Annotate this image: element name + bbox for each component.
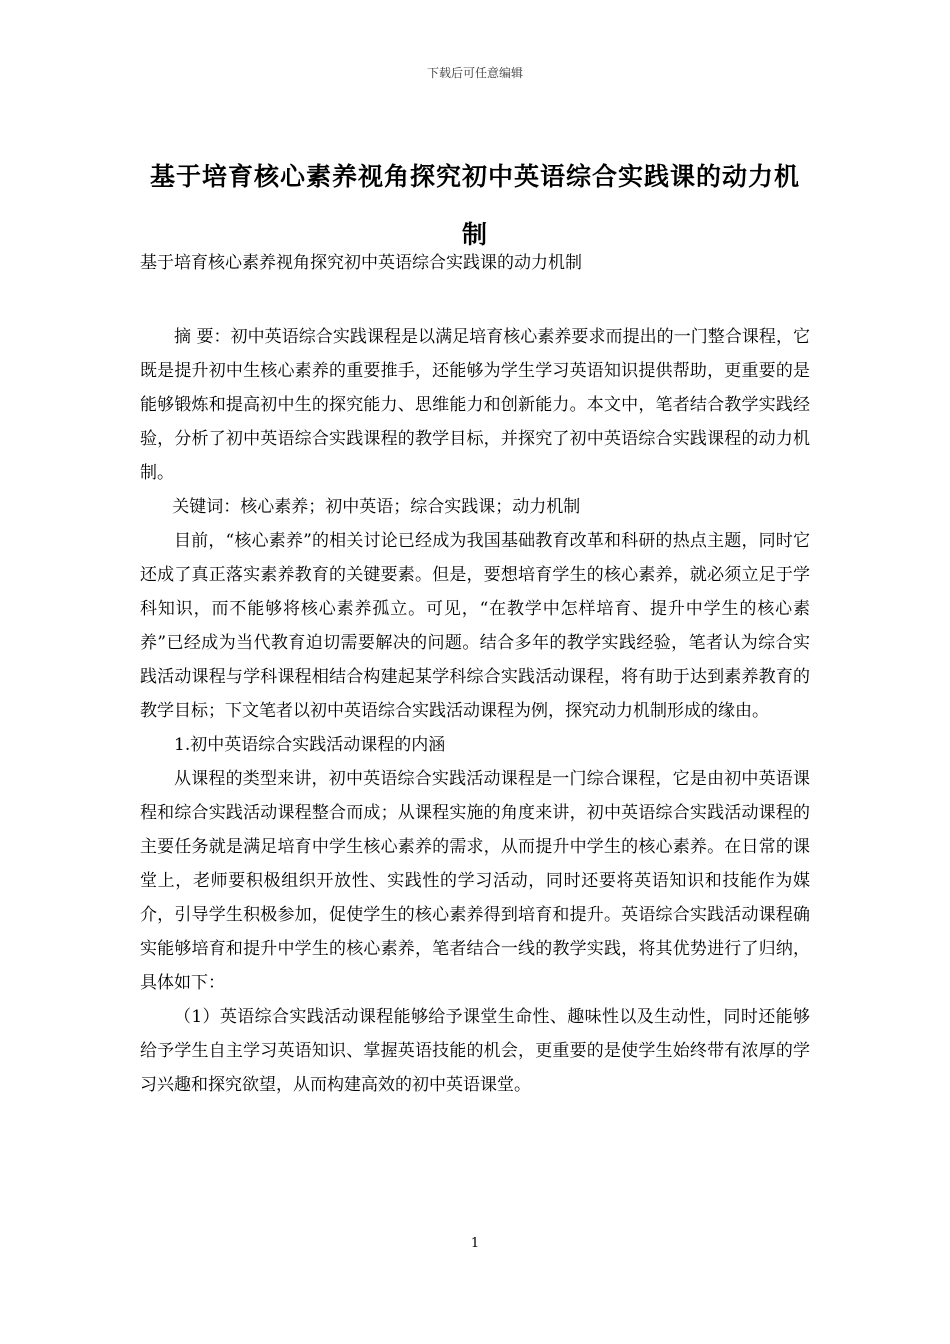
- body-paragraph: （1）英语综合实践活动课程能够给予课堂生命性、趣味性以及生动性，同时还能够给予学生自主学习英语知识、掌握英语技能的机会，更重要的是使学生始终带有浓厚的学习兴趣和探究欲望，从而构建高效的初中英语课堂。: [140, 1007, 810, 1095]
- keywords-line: 关键词：核心素养；初中英语；综合实践课；动力机制: [172, 497, 581, 517]
- intro-paragraph: 目前，“核心素养”的相关讨论已经成为我国基础教育改革和科研的热点主题，同时它还成了真正落实素养教育的关键要素。但是，要想培育学生的核心素养，就必须立足于学科知识，而不能够将核心素养孤立。可见，“在教学中怎样培育、提升中学生的核心素养”已经成为当代教育迫切需要解决的问题。结合多年的教学实践经验，笔者认为综合实践活动课程与学科课程相结合构建起某学科综合实践活动课程，将有助于达到素养教育的教学目标；下文笔者以初中英语综合实践活动课程为例，探究动力机制形成的缘由。: [140, 531, 810, 721]
- page-number: 1: [470, 1236, 480, 1251]
- page-header-note: 下载后可任意编辑: [426, 66, 523, 80]
- document-body: [140, 320, 810, 1102]
- document-title: 基于培育核心素养视角探究初中英语综合实践课的动力机制: [149, 162, 800, 249]
- section-heading: 1.初中英语综合实践活动课程的内涵: [174, 735, 446, 755]
- body-paragraph: 从课程的类型来讲，初中英语综合实践活动课程是一门综合课程，它是由初中英语课程和综合实践活动课程整合而成；从课程实施的角度来讲，初中英语综合实践活动课程的主要任务就是满足培育中学生核心素养的需求，从而提升中学生的核心素养。在日常的课堂上，老师要积极组织开放性、实践性的学习活动，同时还要将英语知识和技能作为媒介，引导学生积极参加，促使学生的核心素养得到培育和提升。英语综合实践活动课程确实能够培育和提升中学生的核心素养，笔者结合一线的教学实践，将其优势进行了归纳，具体如下：: [140, 769, 810, 993]
- abstract-paragraph: 摘 要：初中英语综合实践课程是以满足培育核心素养要求而提出的一门整合课程，它既是提升初中生核心素养的重要推手，还能够为学生学习英语知识提供帮助，更重要的是能够锻炼和提高初中生的探究能力、思维能力和创新能力。本文中，笔者结合教学实践经验，分析了初中英语综合实践课程的教学目标，并探究了初中英语综合实践课程的动力机制。: [140, 327, 810, 483]
- document-subtitle: 基于培育核心素养视角探究初中英语综合实践课的动力机制: [140, 253, 582, 273]
